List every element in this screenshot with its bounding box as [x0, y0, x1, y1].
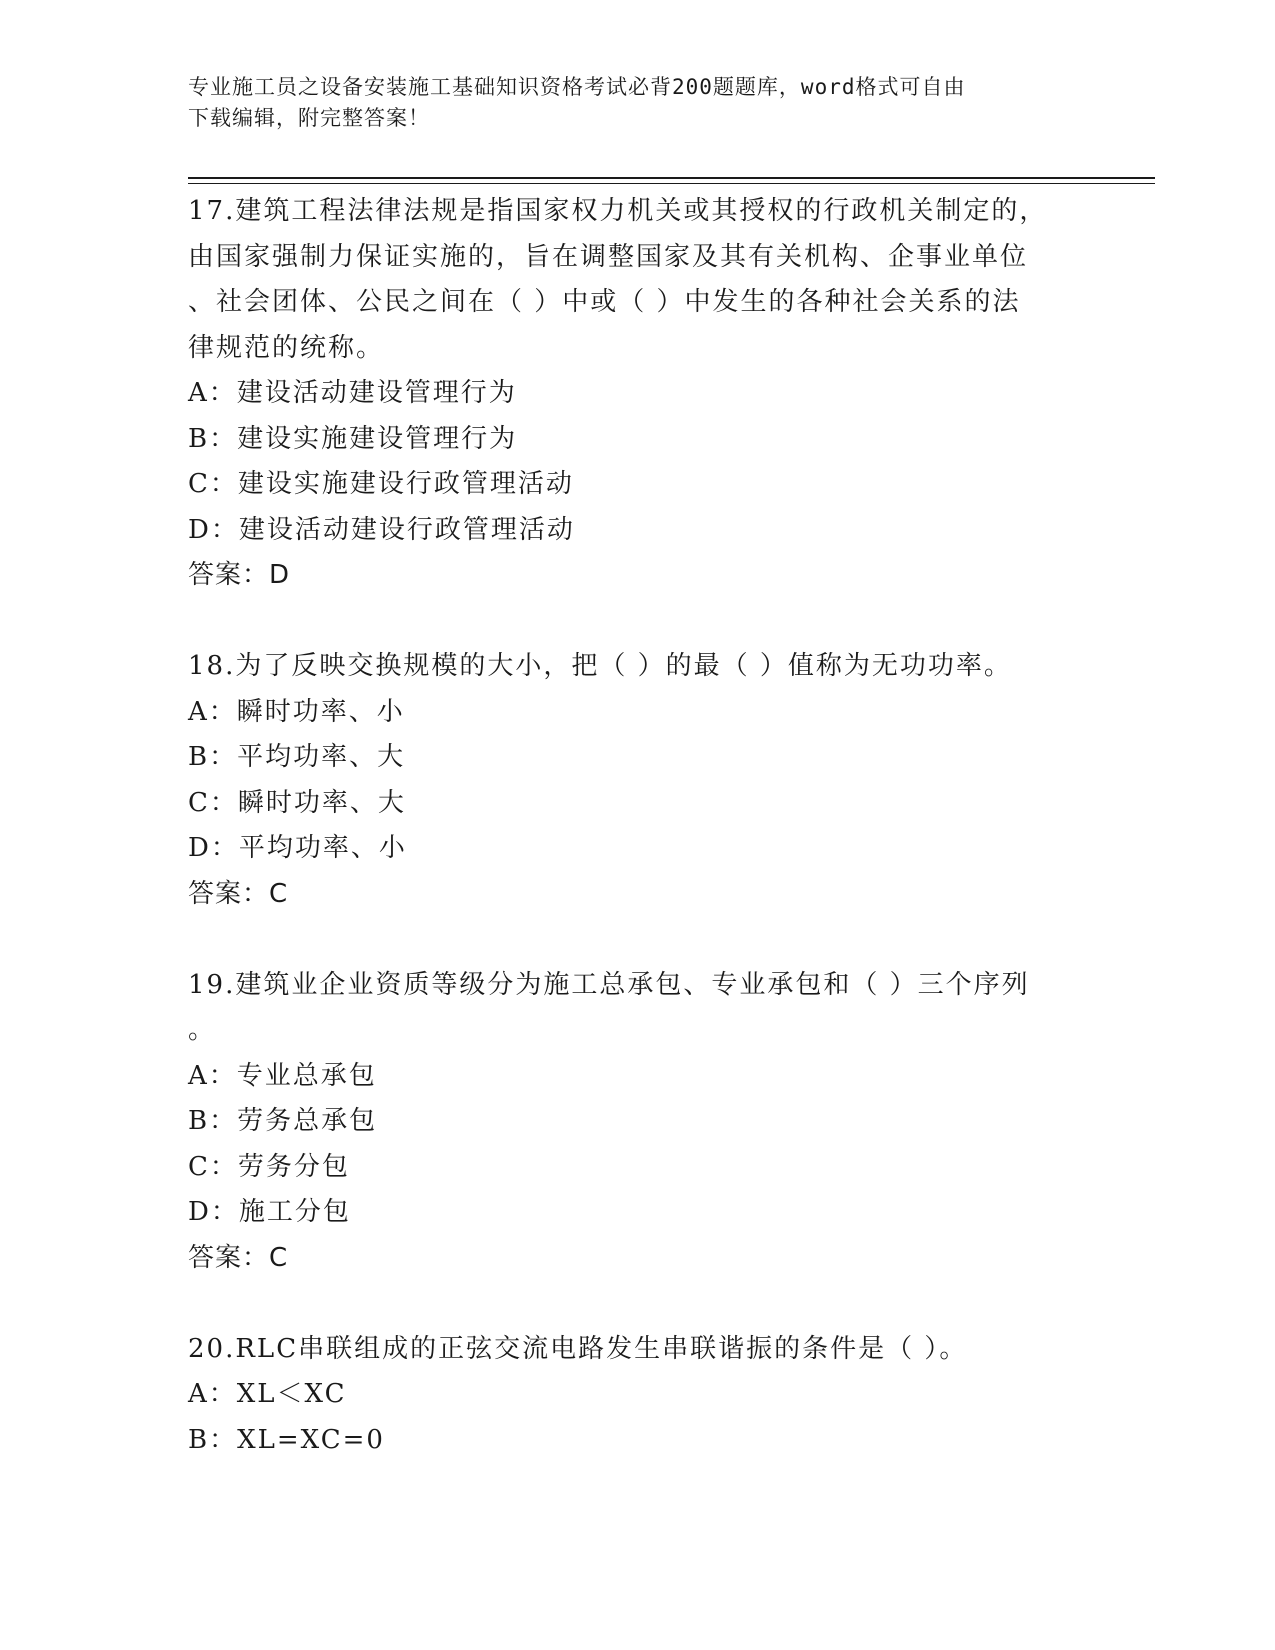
- question-line: 17.建筑工程法律法规是指国家权力机关或其授权的行政机关制定的，: [188, 196, 1048, 226]
- header-line-1: 专业施工员之设备安装施工基础知识资格考试必背200题题库，word格式可自由: [188, 75, 966, 99]
- option-b: B：XL=XC=0: [188, 1424, 385, 1455]
- answer-value: C: [269, 878, 289, 909]
- question-line: 19.建筑业企业资质等级分为施工总承包、专业承包和（ ）三个序列: [188, 969, 1030, 1000]
- question-18: [188, 644, 1068, 917]
- question-line: 由国家强制力保证实施的，旨在调整国家及其有关机构、企事业单位: [188, 241, 1029, 272]
- option-c: C：瞬时功率、大: [188, 787, 406, 818]
- option-d: D：建设活动建设行政管理活动: [188, 514, 575, 545]
- header-divider-thin: [188, 183, 1155, 184]
- option-b: B：建设实施建设管理行为: [188, 423, 518, 454]
- option-a: A：XL＜XC: [188, 1379, 347, 1409]
- option-c: C：劳务分包: [188, 1151, 350, 1182]
- answer-label: 答案：: [188, 1242, 270, 1273]
- option-a: A：专业总承包: [188, 1060, 377, 1091]
- question-17: [188, 189, 1068, 599]
- answer-label: 答案：: [188, 878, 270, 909]
- option-c: C：建设实施建设行政管理活动: [188, 469, 574, 499]
- option-d: D：施工分包: [188, 1197, 351, 1227]
- question-line: 律规范的统称。: [188, 332, 385, 363]
- document-header: [188, 72, 1068, 134]
- answer-line: [188, 553, 1068, 599]
- option-a: A：建设活动建设管理行为: [188, 378, 517, 408]
- question-line: 20.RLC串联组成的正弦交流电路发生串联谐振的条件是（ ）。: [188, 1333, 968, 1364]
- option-b: B：平均功率、大: [188, 742, 406, 772]
- answer-line: [188, 872, 1068, 918]
- option-b: B：劳务总承包: [188, 1106, 378, 1136]
- question-line: 、社会团体、公民之间在（ ）中或（ ）中发生的各种社会关系的法: [188, 287, 1021, 317]
- answer-value: C: [269, 1242, 289, 1273]
- answer-value: D: [269, 560, 291, 590]
- header-line-2: 下载编辑，附完整答案！: [188, 106, 430, 130]
- header-divider-thick: [188, 177, 1155, 179]
- question-list: [188, 189, 1068, 1509]
- answer-label: 答案：: [188, 560, 270, 590]
- question-20: [188, 1327, 1068, 1464]
- question-line: 18.为了反映交换规模的大小，把（ ）的最（ ）值称为无功功率。: [188, 651, 1012, 681]
- question-19: [188, 963, 1068, 1282]
- question-line: 。: [188, 1015, 217, 1045]
- answer-line: [188, 1236, 1068, 1282]
- option-d: D：平均功率、小: [188, 833, 407, 863]
- option-a: A：瞬时功率、小: [188, 696, 405, 727]
